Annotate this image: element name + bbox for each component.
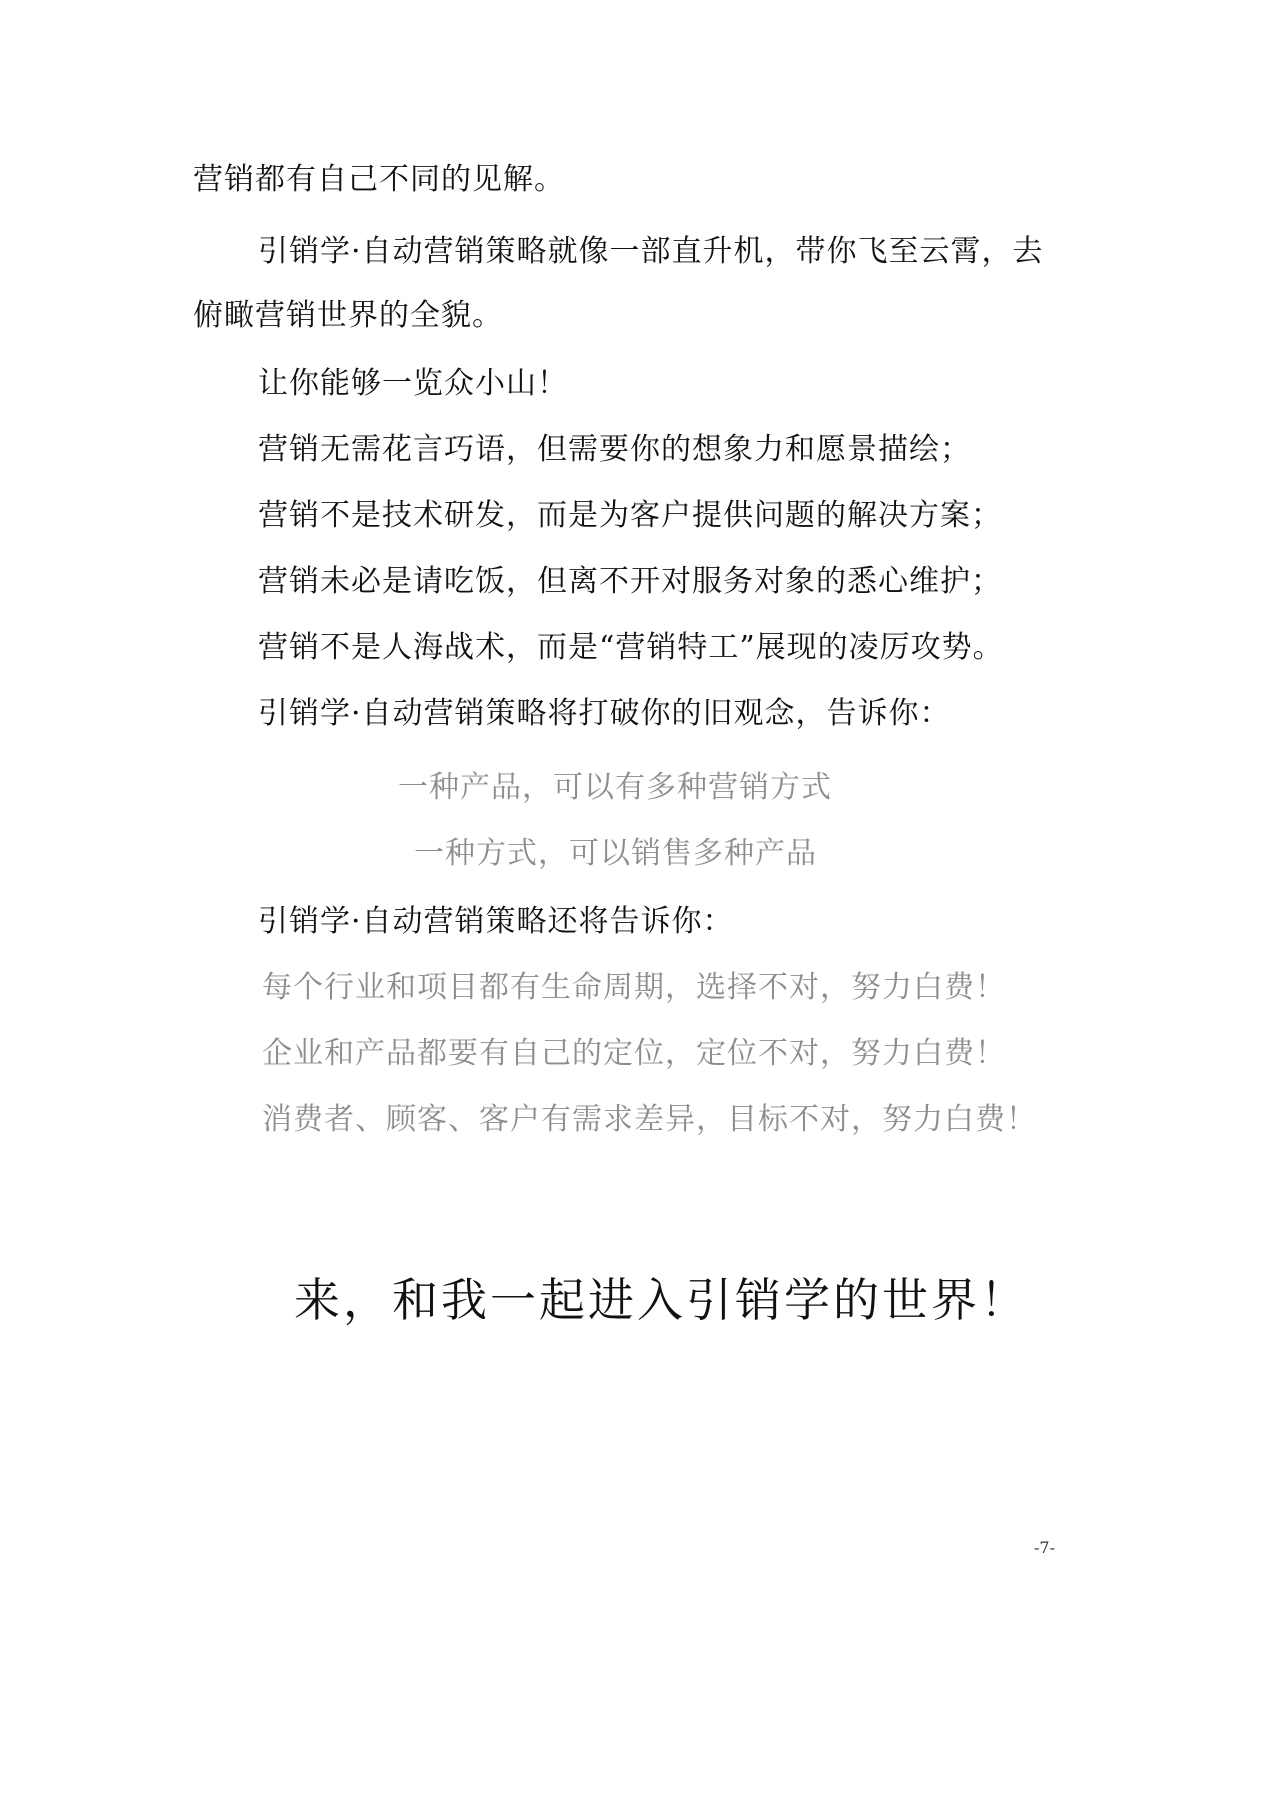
page-number: -7-: [1034, 1538, 1055, 1557]
paragraph-line-9: 引销学·自动营销策略将打破你的旧观念，告诉你：: [258, 696, 951, 731]
paragraph-line-7: 营销未必是请吃饭，但离不开对服务对象的悉心维护；: [258, 564, 1002, 599]
paragraph-line-4: 让你能够一览众小山！: [258, 366, 568, 401]
gray-line-3: 消费者、顾客、客户有需求差异，目标不对，努力白费！: [262, 1102, 1037, 1137]
tell-line: 引销学·自动营销策略还将告诉你：: [258, 904, 734, 939]
paragraph-line-1: 营销都有自己不同的见解。: [193, 162, 565, 197]
gray-line-1: 每个行业和项目都有生命周期，选择不对，努力白费！: [262, 970, 1006, 1005]
paragraph-line-8: 营销不是人海战术，而是“营销特工”展现的凌厉攻势。: [258, 630, 1004, 665]
slogan-heading: 来，和我一起进入引销学的世界！: [294, 1273, 1029, 1327]
centered-gray-line-2: 一种方式，可以销售多种产品: [414, 836, 817, 871]
paragraph-line-3: 俯瞰营销世界的全貌。: [193, 298, 503, 333]
centered-gray-line-1: 一种产品，可以有多种营销方式: [398, 770, 832, 805]
paragraph-line-6: 营销不是技术研发，而是为客户提供问题的解决方案；: [258, 498, 1002, 533]
paragraph-line-2: 引销学·自动营销策略就像一部直升机，带你飞至云霄，去: [258, 234, 1044, 269]
paragraph-line-5: 营销无需花言巧语，但需要你的想象力和愿景描绘；: [258, 432, 971, 467]
gray-line-2: 企业和产品都要有自己的定位，定位不对，努力白费！: [262, 1036, 1006, 1071]
